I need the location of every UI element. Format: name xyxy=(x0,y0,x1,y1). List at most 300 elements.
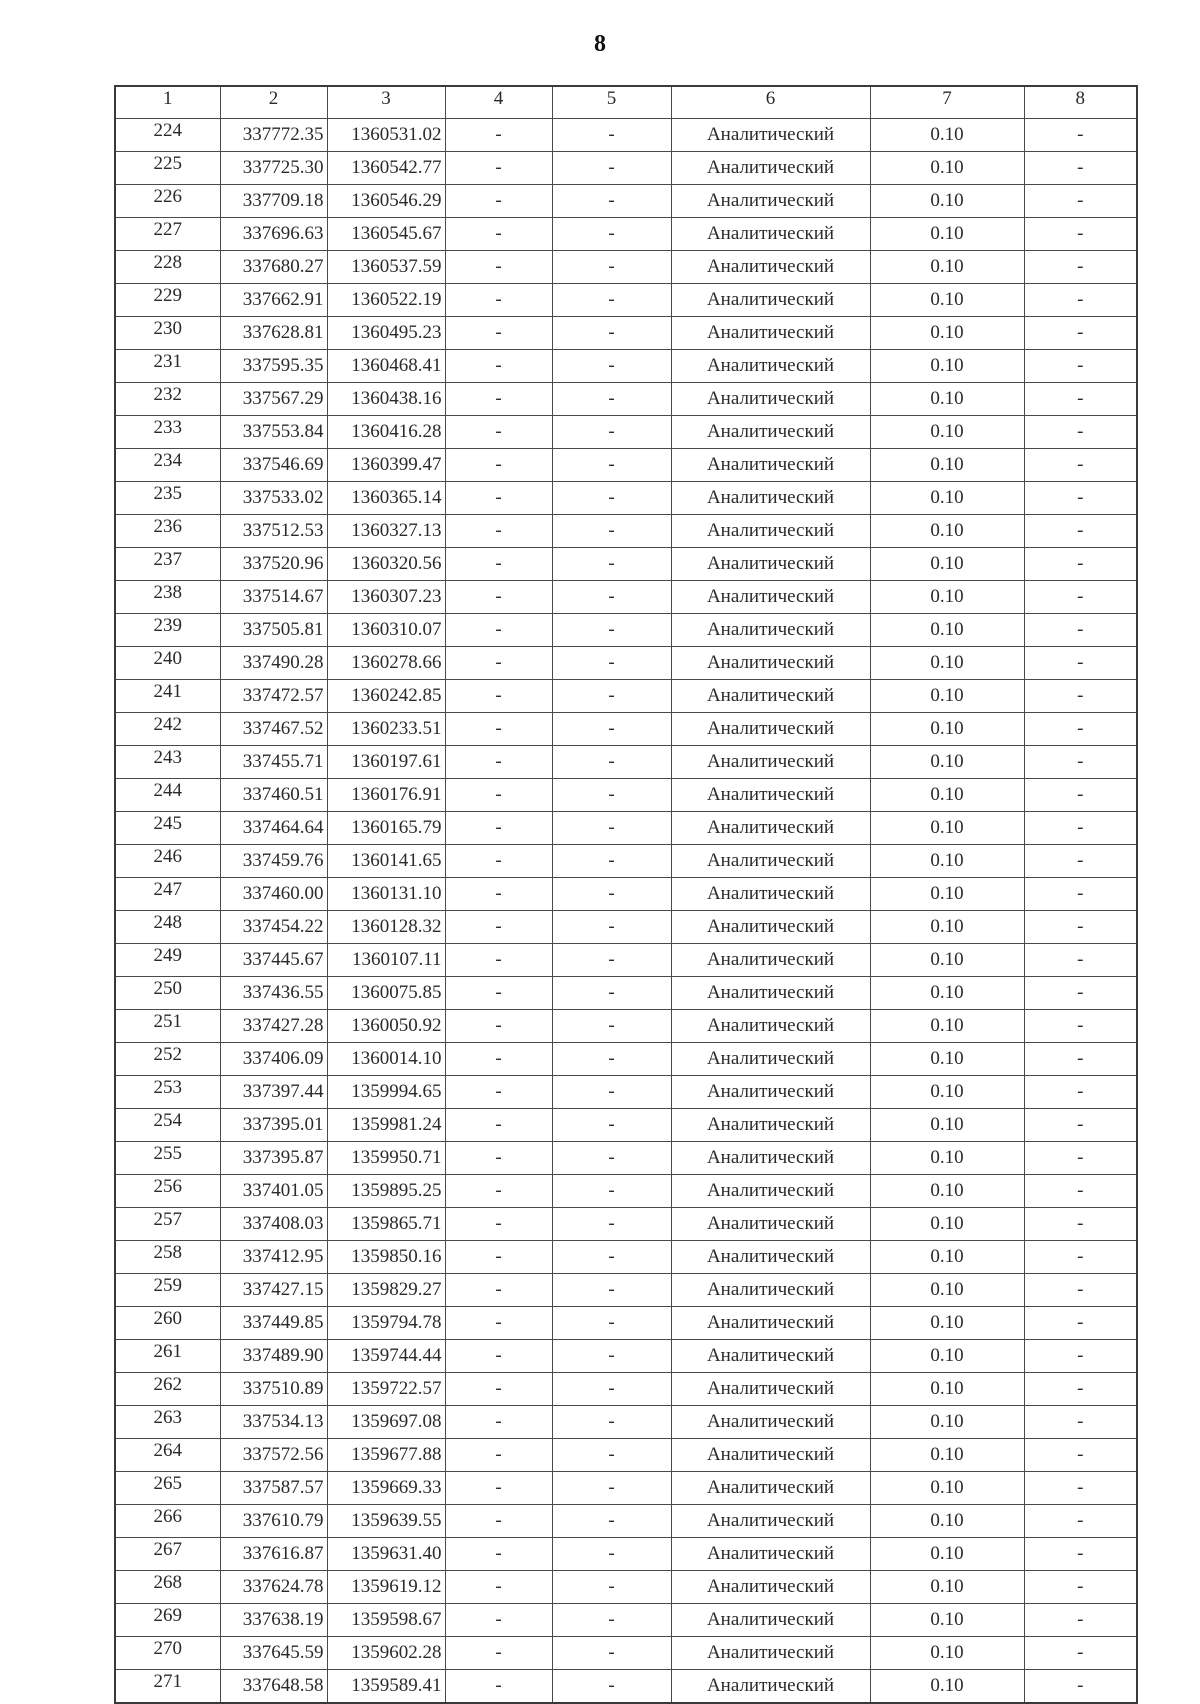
table-row xyxy=(115,746,1137,779)
y-coordinate-cell: 1359829.27 xyxy=(327,1274,445,1307)
x-coordinate-cell: 337572.56 xyxy=(220,1439,327,1472)
y-coordinate-cell: 1359722.57 xyxy=(327,1373,445,1406)
method-cell: Аналитический xyxy=(671,647,870,680)
accuracy-cell: 0.10 xyxy=(870,878,1024,911)
column-8-cell: - xyxy=(1024,317,1137,350)
x-coordinate-cell: 337460.51 xyxy=(220,779,327,812)
accuracy-cell: 0.10 xyxy=(870,251,1024,284)
method-cell: Аналитический xyxy=(671,1208,870,1241)
column-8-cell: - xyxy=(1024,1637,1137,1670)
point-number-cell: 251 xyxy=(115,1010,220,1043)
point-number-cell: 269 xyxy=(115,1604,220,1637)
method-cell: Аналитический xyxy=(671,1241,870,1274)
x-coordinate-cell: 337449.85 xyxy=(220,1307,327,1340)
x-coordinate-cell: 337628.81 xyxy=(220,317,327,350)
table-row xyxy=(115,878,1137,911)
column-header: 3 xyxy=(327,86,445,119)
method-cell: Аналитический xyxy=(671,680,870,713)
method-cell: Аналитический xyxy=(671,185,870,218)
column-4-cell: - xyxy=(445,1670,552,1704)
x-coordinate-cell: 337467.52 xyxy=(220,713,327,746)
column-8-cell: - xyxy=(1024,581,1137,614)
x-coordinate-cell: 337645.59 xyxy=(220,1637,327,1670)
column-4-cell: - xyxy=(445,1637,552,1670)
column-5-cell: - xyxy=(552,119,671,152)
y-coordinate-cell: 1360546.29 xyxy=(327,185,445,218)
point-number-cell: 253 xyxy=(115,1076,220,1109)
x-coordinate-cell: 337709.18 xyxy=(220,185,327,218)
column-8-cell: - xyxy=(1024,1604,1137,1637)
column-8-cell: - xyxy=(1024,746,1137,779)
method-cell: Аналитический xyxy=(671,1670,870,1704)
column-5-cell: - xyxy=(552,284,671,317)
method-cell: Аналитический xyxy=(671,1307,870,1340)
column-4-cell: - xyxy=(445,383,552,416)
column-8-cell: - xyxy=(1024,614,1137,647)
accuracy-cell: 0.10 xyxy=(870,482,1024,515)
table-row xyxy=(115,548,1137,581)
x-coordinate-cell: 337680.27 xyxy=(220,251,327,284)
x-coordinate-cell: 337395.87 xyxy=(220,1142,327,1175)
column-4-cell: - xyxy=(445,548,552,581)
accuracy-cell: 0.10 xyxy=(870,614,1024,647)
table-row xyxy=(115,1571,1137,1604)
column-4-cell: - xyxy=(445,515,552,548)
accuracy-cell: 0.10 xyxy=(870,416,1024,449)
column-8-cell: - xyxy=(1024,1505,1137,1538)
column-8-cell: - xyxy=(1024,119,1137,152)
method-cell: Аналитический xyxy=(671,1010,870,1043)
table-row xyxy=(115,944,1137,977)
column-5-cell: - xyxy=(552,1208,671,1241)
table-row xyxy=(115,1604,1137,1637)
method-cell: Аналитический xyxy=(671,1472,870,1505)
table-row xyxy=(115,1043,1137,1076)
column-4-cell: - xyxy=(445,1340,552,1373)
column-4-cell: - xyxy=(445,944,552,977)
accuracy-cell: 0.10 xyxy=(870,581,1024,614)
method-cell: Аналитический xyxy=(671,1109,870,1142)
y-coordinate-cell: 1360399.47 xyxy=(327,449,445,482)
accuracy-cell: 0.10 xyxy=(870,944,1024,977)
point-number-cell: 230 xyxy=(115,317,220,350)
column-header: 6 xyxy=(671,86,870,119)
x-coordinate-cell: 337510.89 xyxy=(220,1373,327,1406)
y-coordinate-cell: 1360176.91 xyxy=(327,779,445,812)
table-row xyxy=(115,779,1137,812)
column-4-cell: - xyxy=(445,1604,552,1637)
column-8-cell: - xyxy=(1024,1307,1137,1340)
column-4-cell: - xyxy=(445,152,552,185)
column-5-cell: - xyxy=(552,251,671,284)
y-coordinate-cell: 1360542.77 xyxy=(327,152,445,185)
column-5-cell: - xyxy=(552,1241,671,1274)
y-coordinate-cell: 1360522.19 xyxy=(327,284,445,317)
method-cell: Аналитический xyxy=(671,1604,870,1637)
point-number-cell: 252 xyxy=(115,1043,220,1076)
column-8-cell: - xyxy=(1024,350,1137,383)
y-coordinate-cell: 1359744.44 xyxy=(327,1340,445,1373)
accuracy-cell: 0.10 xyxy=(870,1571,1024,1604)
y-coordinate-cell: 1359602.28 xyxy=(327,1637,445,1670)
y-coordinate-cell: 1360141.65 xyxy=(327,845,445,878)
x-coordinate-cell: 337464.64 xyxy=(220,812,327,845)
point-number-cell: 248 xyxy=(115,911,220,944)
method-cell: Аналитический xyxy=(671,614,870,647)
x-coordinate-cell: 337533.02 xyxy=(220,482,327,515)
table-row xyxy=(115,1241,1137,1274)
accuracy-cell: 0.10 xyxy=(870,1208,1024,1241)
point-number-cell: 250 xyxy=(115,977,220,1010)
column-5-cell: - xyxy=(552,1406,671,1439)
column-5-cell: - xyxy=(552,449,671,482)
column-header: 1 xyxy=(115,86,220,119)
column-5-cell: - xyxy=(552,218,671,251)
column-4-cell: - xyxy=(445,1208,552,1241)
point-number-cell: 249 xyxy=(115,944,220,977)
column-4-cell: - xyxy=(445,1010,552,1043)
column-4-cell: - xyxy=(445,350,552,383)
y-coordinate-cell: 1360075.85 xyxy=(327,977,445,1010)
column-5-cell: - xyxy=(552,1175,671,1208)
table-row xyxy=(115,416,1137,449)
table-row xyxy=(115,1076,1137,1109)
y-coordinate-cell: 1360495.23 xyxy=(327,317,445,350)
column-4-cell: - xyxy=(445,812,552,845)
column-5-cell: - xyxy=(552,416,671,449)
point-number-cell: 225 xyxy=(115,152,220,185)
accuracy-cell: 0.10 xyxy=(870,1109,1024,1142)
y-coordinate-cell: 1359794.78 xyxy=(327,1307,445,1340)
y-coordinate-cell: 1360365.14 xyxy=(327,482,445,515)
column-4-cell: - xyxy=(445,185,552,218)
accuracy-cell: 0.10 xyxy=(870,1076,1024,1109)
point-number-cell: 257 xyxy=(115,1208,220,1241)
column-header: 8 xyxy=(1024,86,1137,119)
accuracy-cell: 0.10 xyxy=(870,812,1024,845)
column-5-cell: - xyxy=(552,1670,671,1704)
y-coordinate-cell: 1359994.65 xyxy=(327,1076,445,1109)
y-coordinate-cell: 1360531.02 xyxy=(327,119,445,152)
point-number-cell: 258 xyxy=(115,1241,220,1274)
column-4-cell: - xyxy=(445,680,552,713)
table-row xyxy=(115,515,1137,548)
method-cell: Аналитический xyxy=(671,152,870,185)
column-8-cell: - xyxy=(1024,680,1137,713)
column-8-cell: - xyxy=(1024,911,1137,944)
y-coordinate-cell: 1359639.55 xyxy=(327,1505,445,1538)
accuracy-cell: 0.10 xyxy=(870,1538,1024,1571)
x-coordinate-cell: 337567.29 xyxy=(220,383,327,416)
method-cell: Аналитический xyxy=(671,482,870,515)
table-row xyxy=(115,1274,1137,1307)
y-coordinate-cell: 1360416.28 xyxy=(327,416,445,449)
method-cell: Аналитический xyxy=(671,1274,870,1307)
column-4-cell: - xyxy=(445,251,552,284)
x-coordinate-cell: 337436.55 xyxy=(220,977,327,1010)
column-5-cell: - xyxy=(552,1505,671,1538)
column-4-cell: - xyxy=(445,581,552,614)
column-4-cell: - xyxy=(445,317,552,350)
point-number-cell: 238 xyxy=(115,581,220,614)
x-coordinate-cell: 337408.03 xyxy=(220,1208,327,1241)
x-coordinate-cell: 337648.58 xyxy=(220,1670,327,1704)
point-number-cell: 241 xyxy=(115,680,220,713)
y-coordinate-cell: 1360128.32 xyxy=(327,911,445,944)
accuracy-cell: 0.10 xyxy=(870,1043,1024,1076)
column-header: 7 xyxy=(870,86,1024,119)
y-coordinate-cell: 1360197.61 xyxy=(327,746,445,779)
column-5-cell: - xyxy=(552,1043,671,1076)
accuracy-cell: 0.10 xyxy=(870,647,1024,680)
point-number-cell: 227 xyxy=(115,218,220,251)
page-number: 8 xyxy=(594,31,606,57)
column-4-cell: - xyxy=(445,284,552,317)
x-coordinate-cell: 337445.67 xyxy=(220,944,327,977)
column-5-cell: - xyxy=(552,1010,671,1043)
table-row xyxy=(115,713,1137,746)
accuracy-cell: 0.10 xyxy=(870,977,1024,1010)
column-5-cell: - xyxy=(552,1571,671,1604)
column-8-cell: - xyxy=(1024,713,1137,746)
column-8-cell: - xyxy=(1024,812,1137,845)
column-8-cell: - xyxy=(1024,152,1137,185)
column-5-cell: - xyxy=(552,1439,671,1472)
method-cell: Аналитический xyxy=(671,515,870,548)
point-number-cell: 244 xyxy=(115,779,220,812)
column-4-cell: - xyxy=(445,416,552,449)
column-5-cell: - xyxy=(552,944,671,977)
method-cell: Аналитический xyxy=(671,383,870,416)
table-row xyxy=(115,1208,1137,1241)
method-cell: Аналитический xyxy=(671,878,870,911)
table-body xyxy=(115,119,1137,1704)
table-row xyxy=(115,218,1137,251)
method-cell: Аналитический xyxy=(671,218,870,251)
point-number-cell: 236 xyxy=(115,515,220,548)
point-number-cell: 264 xyxy=(115,1439,220,1472)
y-coordinate-cell: 1359619.12 xyxy=(327,1571,445,1604)
method-cell: Аналитический xyxy=(671,1373,870,1406)
y-coordinate-cell: 1359697.08 xyxy=(327,1406,445,1439)
accuracy-cell: 0.10 xyxy=(870,284,1024,317)
y-coordinate-cell: 1360327.13 xyxy=(327,515,445,548)
point-number-cell: 266 xyxy=(115,1505,220,1538)
point-number-cell: 233 xyxy=(115,416,220,449)
x-coordinate-cell: 337454.22 xyxy=(220,911,327,944)
column-header: 4 xyxy=(445,86,552,119)
accuracy-cell: 0.10 xyxy=(870,185,1024,218)
table-row xyxy=(115,350,1137,383)
point-number-cell: 267 xyxy=(115,1538,220,1571)
column-5-cell: - xyxy=(552,515,671,548)
column-5-cell: - xyxy=(552,878,671,911)
table-row xyxy=(115,1637,1137,1670)
y-coordinate-cell: 1360438.16 xyxy=(327,383,445,416)
accuracy-cell: 0.10 xyxy=(870,1307,1024,1340)
accuracy-cell: 0.10 xyxy=(870,1373,1024,1406)
accuracy-cell: 0.10 xyxy=(870,1142,1024,1175)
column-4-cell: - xyxy=(445,1472,552,1505)
column-5-cell: - xyxy=(552,680,671,713)
column-5-cell: - xyxy=(552,581,671,614)
point-number-cell: 229 xyxy=(115,284,220,317)
table-row xyxy=(115,581,1137,614)
accuracy-cell: 0.10 xyxy=(870,548,1024,581)
x-coordinate-cell: 337472.57 xyxy=(220,680,327,713)
y-coordinate-cell: 1359895.25 xyxy=(327,1175,445,1208)
x-coordinate-cell: 337401.05 xyxy=(220,1175,327,1208)
table-row xyxy=(115,152,1137,185)
method-cell: Аналитический xyxy=(671,119,870,152)
column-8-cell: - xyxy=(1024,1274,1137,1307)
table-row xyxy=(115,1175,1137,1208)
column-8-cell: - xyxy=(1024,1670,1137,1704)
y-coordinate-cell: 1359677.88 xyxy=(327,1439,445,1472)
y-coordinate-cell: 1360014.10 xyxy=(327,1043,445,1076)
column-header: 5 xyxy=(552,86,671,119)
point-number-cell: 240 xyxy=(115,647,220,680)
method-cell: Аналитический xyxy=(671,1076,870,1109)
column-5-cell: - xyxy=(552,713,671,746)
point-number-cell: 242 xyxy=(115,713,220,746)
point-number-cell: 262 xyxy=(115,1373,220,1406)
method-cell: Аналитический xyxy=(671,1175,870,1208)
x-coordinate-cell: 337397.44 xyxy=(220,1076,327,1109)
point-number-cell: 260 xyxy=(115,1307,220,1340)
method-cell: Аналитический xyxy=(671,581,870,614)
point-number-cell: 270 xyxy=(115,1637,220,1670)
column-5-cell: - xyxy=(552,1637,671,1670)
method-cell: Аналитический xyxy=(671,1406,870,1439)
point-number-cell: 247 xyxy=(115,878,220,911)
column-8-cell: - xyxy=(1024,1142,1137,1175)
accuracy-cell: 0.10 xyxy=(870,350,1024,383)
column-5-cell: - xyxy=(552,746,671,779)
x-coordinate-cell: 337455.71 xyxy=(220,746,327,779)
accuracy-cell: 0.10 xyxy=(870,1637,1024,1670)
point-number-cell: 263 xyxy=(115,1406,220,1439)
column-4-cell: - xyxy=(445,1043,552,1076)
y-coordinate-cell: 1360131.10 xyxy=(327,878,445,911)
column-4-cell: - xyxy=(445,878,552,911)
coordinates-table xyxy=(114,85,1138,1704)
method-cell: Аналитический xyxy=(671,713,870,746)
method-cell: Аналитический xyxy=(671,317,870,350)
table-row xyxy=(115,1538,1137,1571)
column-8-cell: - xyxy=(1024,548,1137,581)
x-coordinate-cell: 337460.00 xyxy=(220,878,327,911)
column-8-cell: - xyxy=(1024,1538,1137,1571)
column-8-cell: - xyxy=(1024,383,1137,416)
column-8-cell: - xyxy=(1024,1175,1137,1208)
y-coordinate-cell: 1359669.33 xyxy=(327,1472,445,1505)
method-cell: Аналитический xyxy=(671,251,870,284)
accuracy-cell: 0.10 xyxy=(870,1175,1024,1208)
method-cell: Аналитический xyxy=(671,1439,870,1472)
column-4-cell: - xyxy=(445,1076,552,1109)
column-4-cell: - xyxy=(445,1175,552,1208)
column-8-cell: - xyxy=(1024,284,1137,317)
x-coordinate-cell: 337662.91 xyxy=(220,284,327,317)
method-cell: Аналитический xyxy=(671,1340,870,1373)
accuracy-cell: 0.10 xyxy=(870,1439,1024,1472)
x-coordinate-cell: 337595.35 xyxy=(220,350,327,383)
column-header: 2 xyxy=(220,86,327,119)
accuracy-cell: 0.10 xyxy=(870,119,1024,152)
accuracy-cell: 0.10 xyxy=(870,1670,1024,1704)
column-8-cell: - xyxy=(1024,944,1137,977)
column-8-cell: - xyxy=(1024,449,1137,482)
column-8-cell: - xyxy=(1024,515,1137,548)
column-4-cell: - xyxy=(445,1109,552,1142)
column-5-cell: - xyxy=(552,548,671,581)
method-cell: Аналитический xyxy=(671,845,870,878)
point-number-cell: 256 xyxy=(115,1175,220,1208)
y-coordinate-cell: 1360165.79 xyxy=(327,812,445,845)
x-coordinate-cell: 337553.84 xyxy=(220,416,327,449)
table-row xyxy=(115,1505,1137,1538)
table-row xyxy=(115,1670,1137,1704)
y-coordinate-cell: 1360537.59 xyxy=(327,251,445,284)
column-5-cell: - xyxy=(552,779,671,812)
column-4-cell: - xyxy=(445,647,552,680)
x-coordinate-cell: 337395.01 xyxy=(220,1109,327,1142)
table-row xyxy=(115,647,1137,680)
method-cell: Аналитический xyxy=(671,416,870,449)
method-cell: Аналитический xyxy=(671,548,870,581)
x-coordinate-cell: 337427.28 xyxy=(220,1010,327,1043)
accuracy-cell: 0.10 xyxy=(870,515,1024,548)
column-5-cell: - xyxy=(552,383,671,416)
column-8-cell: - xyxy=(1024,1208,1137,1241)
column-5-cell: - xyxy=(552,911,671,944)
column-5-cell: - xyxy=(552,1076,671,1109)
column-4-cell: - xyxy=(445,779,552,812)
table-row xyxy=(115,383,1137,416)
table-row xyxy=(115,911,1137,944)
point-number-cell: 234 xyxy=(115,449,220,482)
x-coordinate-cell: 337459.76 xyxy=(220,845,327,878)
column-8-cell: - xyxy=(1024,416,1137,449)
column-5-cell: - xyxy=(552,977,671,1010)
x-coordinate-cell: 337406.09 xyxy=(220,1043,327,1076)
column-4-cell: - xyxy=(445,614,552,647)
table-row xyxy=(115,185,1137,218)
method-cell: Аналитический xyxy=(671,1538,870,1571)
y-coordinate-cell: 1360545.67 xyxy=(327,218,445,251)
column-4-cell: - xyxy=(445,1439,552,1472)
point-number-cell: 265 xyxy=(115,1472,220,1505)
table-row xyxy=(115,1307,1137,1340)
accuracy-cell: 0.10 xyxy=(870,845,1024,878)
y-coordinate-cell: 1359950.71 xyxy=(327,1142,445,1175)
point-number-cell: 243 xyxy=(115,746,220,779)
column-8-cell: - xyxy=(1024,1373,1137,1406)
y-coordinate-cell: 1360310.07 xyxy=(327,614,445,647)
column-4-cell: - xyxy=(445,119,552,152)
accuracy-cell: 0.10 xyxy=(870,1010,1024,1043)
table-row xyxy=(115,1109,1137,1142)
x-coordinate-cell: 337587.57 xyxy=(220,1472,327,1505)
accuracy-cell: 0.10 xyxy=(870,746,1024,779)
accuracy-cell: 0.10 xyxy=(870,383,1024,416)
column-8-cell: - xyxy=(1024,845,1137,878)
accuracy-cell: 0.10 xyxy=(870,1241,1024,1274)
x-coordinate-cell: 337610.79 xyxy=(220,1505,327,1538)
table-row xyxy=(115,1142,1137,1175)
method-cell: Аналитический xyxy=(671,779,870,812)
